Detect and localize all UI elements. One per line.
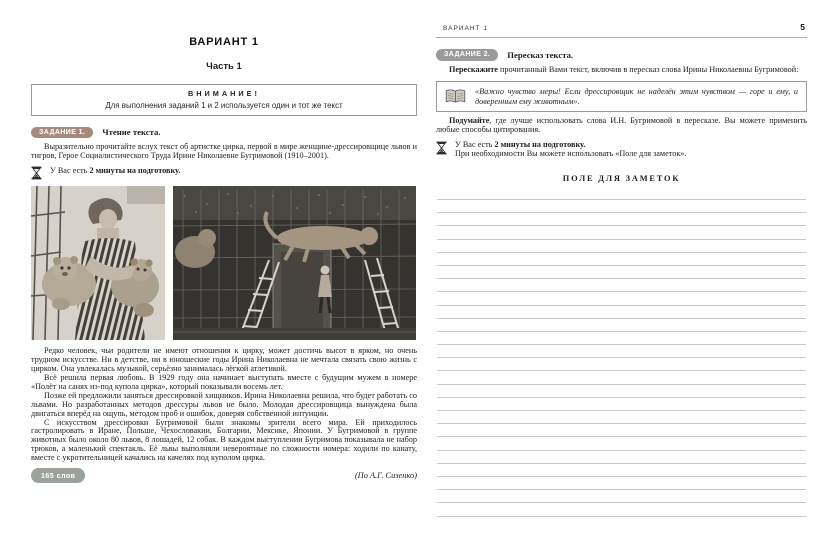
notes-ruled-line [437, 187, 806, 200]
task1-timer-text [50, 166, 180, 175]
attention-text: Для выполнения заданий 1 и 2 используется один и тот же текст [105, 100, 343, 110]
task2-badge: ЗАДАНИЕ 2. [436, 49, 498, 61]
notes-field-title: ПОЛЕ ДЛЯ ЗАМЕТОК [562, 173, 681, 183]
quote-text: «Важно чувство меры! Если дрессировщик не наделён этим чувством — горе и ему, и доверенным ему животным». [475, 87, 798, 106]
timer-duration: 2 минуты на подготовку. [89, 165, 181, 175]
notes-ruled-line [437, 437, 806, 450]
left-page [31, 36, 417, 483]
quote-box [436, 81, 807, 112]
photo-lion-leap-circus-arena [173, 186, 416, 340]
notes-ruled-line [437, 319, 806, 332]
notes-field [436, 187, 807, 517]
task1-title: Чтение текста. [102, 127, 161, 138]
attention-box [31, 84, 417, 116]
notes-ruled-line [437, 371, 806, 384]
reading-text [31, 347, 417, 463]
hourglass-icon [436, 141, 447, 155]
task2-hint [436, 117, 807, 135]
notes-ruled-line [437, 306, 806, 319]
notes-ruled-line [437, 332, 806, 345]
text-footer [31, 468, 417, 483]
notes-ruled-line [437, 490, 806, 503]
notes-ruled-line [437, 477, 806, 490]
notes-ruled-line [437, 213, 806, 226]
timer-prefix: У Вас есть [50, 165, 90, 175]
task2-note-hint: При необходимости Вы можете использовать «Поле для заметок». [455, 149, 687, 159]
running-header [436, 22, 807, 38]
notes-ruled-line [437, 451, 806, 464]
notes-ruled-line [437, 226, 806, 239]
notes-ruled-line [437, 292, 806, 305]
notes-ruled-line [437, 385, 806, 398]
task2-instruction [436, 66, 807, 75]
notes-ruled-line [437, 200, 806, 213]
notes-ruled-line [437, 240, 806, 253]
task2-title: Пересказ текста. [507, 49, 574, 60]
photos-row [31, 186, 417, 340]
notes-ruled-line [437, 424, 806, 437]
hourglass-icon [31, 166, 42, 180]
timer-prefix: У Вас есть [455, 140, 495, 150]
attention-title: ВНИМАНИЕ! [188, 89, 260, 98]
notes-ruled-line [437, 279, 806, 292]
open-book-icon [445, 89, 466, 104]
task2-timer-text [455, 140, 686, 159]
right-page [436, 22, 807, 517]
task1-instruction: Выразительно прочитайте вслух текст об артистке цирка, первой в мире женщине-дрессировщице львов и тигров, Герое Социалистического Труда Ири́не Никола́евне Бугри́мовой (1910–2001). [31, 142, 417, 160]
notes-ruled-line [437, 253, 806, 266]
photo-woman-with-lion-cubs [31, 186, 165, 340]
task2-instruction-rest: прочитанный Вами текст, включив в пересказ слова Ирины Николаевны Бугримовой: [497, 64, 799, 74]
task2-timer-row [436, 140, 807, 159]
task2-header [436, 49, 807, 61]
notes-ruled-line [437, 464, 806, 477]
text-paragraph: Редко человек, чьи родители не имеют отношения к цирку, может достичь высот в ярком, но очень трудном искусстве. Ни в детстве, ни в юношеские годы Ирина Николаевна не мечтала связать свою жизнь с цирком. Она увлекалась музыкой, серьёзно занималась лёгкой атлетикой. [31, 346, 417, 374]
notes-ruled-line [437, 345, 806, 358]
text-attribution: (По А.Г. Сизенко) [354, 470, 417, 480]
timer-duration: 2 минуты на подготовку. [494, 140, 586, 150]
task2-timer-line [455, 140, 686, 149]
task1-timer-row [31, 166, 417, 181]
text-paragraph: Позже ей предложили заняться дрессировкой хищников. Ирина Николаевна решила, что будет работать со львами. Но разработанных методов дрессуры львов не было. Молодая дрессировщица вынуждена была двигаться вперёд на ощупь, методом проб и ошибок, доверяя собственной интуиции. [31, 390, 417, 418]
notes-ruled-line [437, 503, 806, 516]
notes-ruled-line [437, 411, 806, 424]
task1-badge: ЗАДАНИЕ 1. [31, 127, 93, 139]
page-number: 5 [800, 22, 805, 32]
running-header-title: ВАРИАНТ 1 [443, 25, 489, 32]
task2-hint-keyword: Подумайте [449, 116, 490, 126]
task2-hint-rest: , где лучше использовать слова И.Н. Бугримовой в пересказе. Вы можете применить любые способы цитирования. [436, 116, 807, 135]
part-title: Часть 1 [206, 61, 242, 72]
text-paragraph: С искусством дрессировки Бугримовой были знакомы зрители всего мира. Ей приходилось гастролировать в Иране, Польше, Чехословакии, Болгарии, Мексике, Японии. У Бугримовой в группе животных было около 80 львов, 8 лошадей, 12 собак. В каждом выступлении Бугримова показывала не набор трюков, а маленький спектакль. Её львы выполняли невероятные по сложности номера: ходили по канату, вместе с укротительницей качались на качелях под куполом цирка. [31, 417, 417, 463]
notes-ruled-line [437, 398, 806, 411]
task2-instruction-keyword: Перескажите [449, 64, 498, 74]
word-count-badge: 165 слов [31, 468, 85, 483]
notes-ruled-line [437, 358, 806, 371]
variant-title: ВАРИАНТ 1 [189, 36, 259, 48]
text-paragraph: Всё решила первая любовь. В 1929 году она начинает выступать вместе с будущим мужем в номере «Полёт на санях из-под купола цирка», который показывали восемь лет. [31, 373, 417, 391]
task1-header [31, 127, 417, 139]
notes-ruled-line [437, 266, 806, 279]
